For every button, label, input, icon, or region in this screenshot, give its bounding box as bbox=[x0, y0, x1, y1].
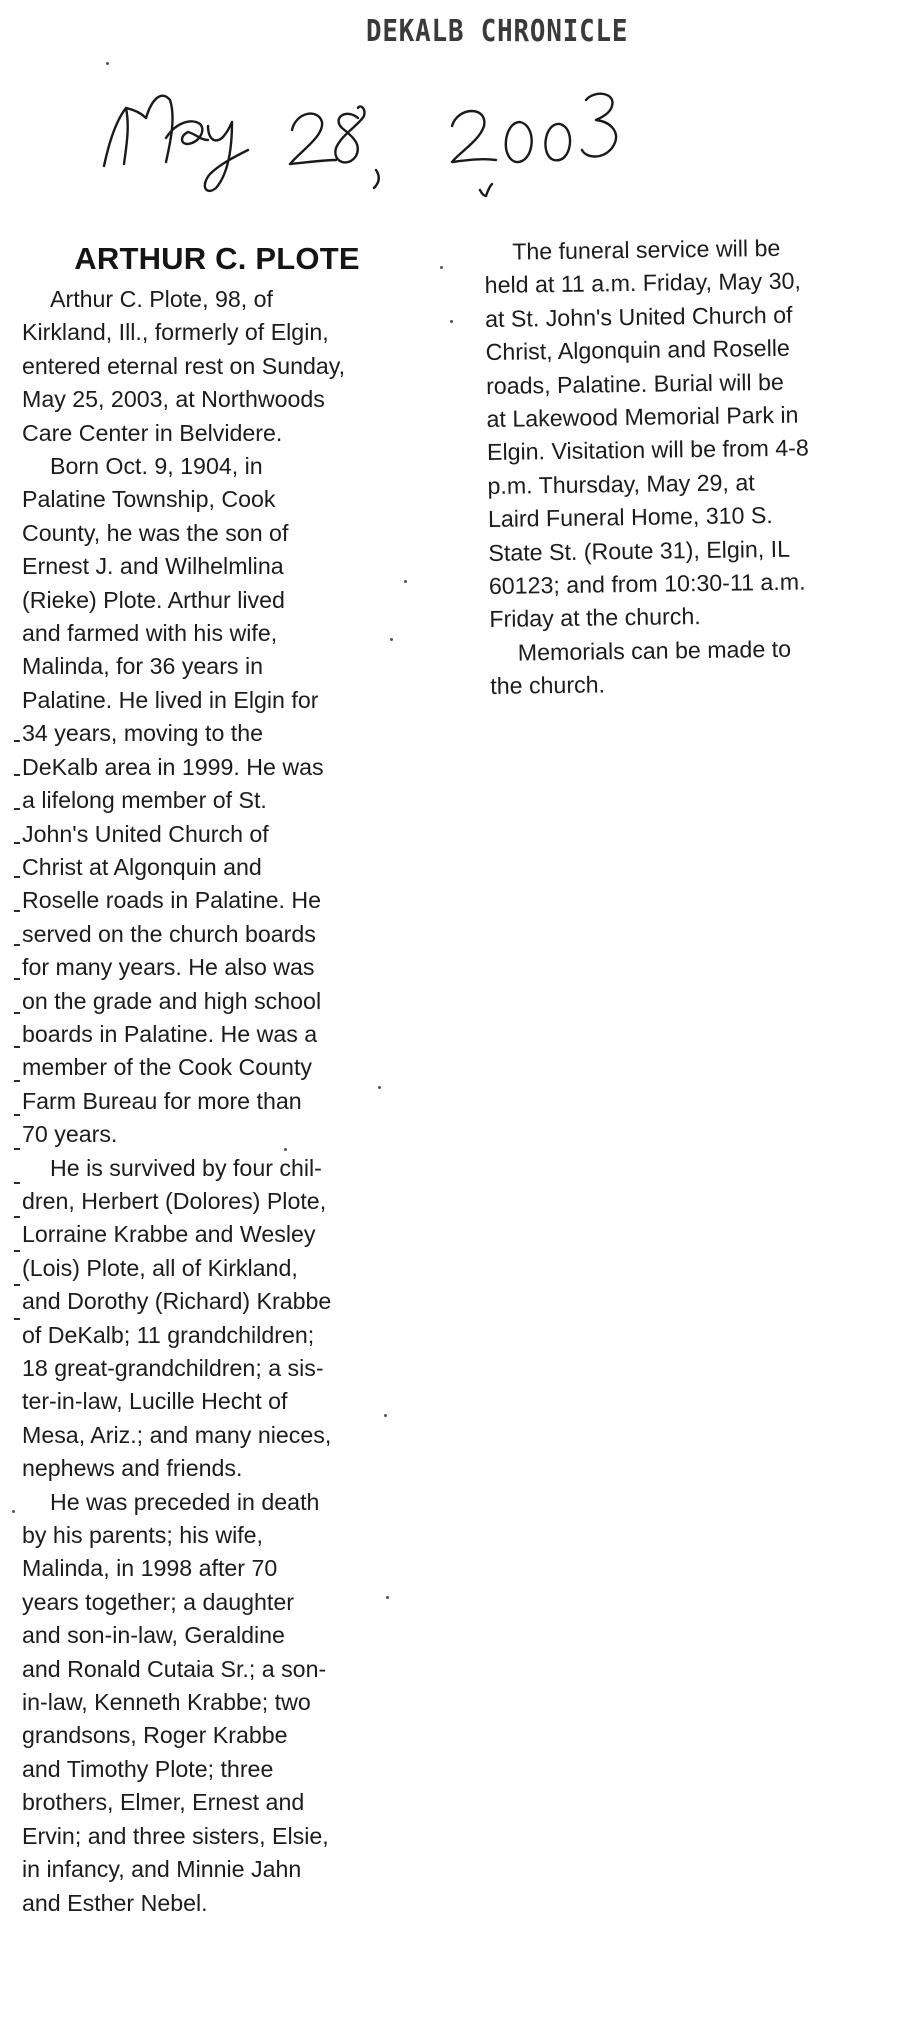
text-line: Malinda, in 1998 after 70 bbox=[22, 1555, 278, 1582]
handwritten-date bbox=[96, 78, 656, 198]
text-line: Care Center in Belvidere. bbox=[22, 419, 283, 446]
text-line: Christ, Algonquin and Roselle bbox=[485, 334, 790, 366]
text-line: (Rieke) Plote. Arthur lived bbox=[22, 586, 285, 613]
text-line: boards in Palatine. He was a bbox=[22, 1020, 318, 1047]
text-line: a lifelong member of St. bbox=[22, 787, 267, 814]
text-line: County, he was the son of bbox=[22, 519, 289, 546]
text-line: roads, Palatine. Burial will be bbox=[485, 368, 784, 399]
text-line: State St. (Route 31), Elgin, IL bbox=[488, 535, 791, 566]
text-line: May 25, 2003, at Northwoods bbox=[22, 386, 325, 413]
text-line: and Dorothy (Richard) Krabbe bbox=[22, 1288, 332, 1315]
obituary-paragraph bbox=[22, 283, 412, 450]
text-line: dren, Herbert (Dolores) Plote, bbox=[22, 1187, 327, 1214]
text-line: ter-in-law, Lucille Hecht of bbox=[22, 1388, 288, 1415]
text-line: He is survived by four chil- bbox=[50, 1154, 322, 1181]
obituary-headline: ARTHUR C. PLOTE bbox=[74, 241, 360, 276]
right-column-text bbox=[484, 231, 870, 704]
text-line: brothers, Elmer, Ernest and bbox=[22, 1789, 305, 1816]
text-line: for many years. He also was bbox=[22, 954, 315, 981]
text-line: The funeral service will be bbox=[512, 234, 781, 265]
text-line: at Lakewood Memorial Park in bbox=[486, 401, 799, 433]
text-line: 18 great-grandchildren; a sis- bbox=[22, 1355, 324, 1381]
text-line: and Ronald Cutaia Sr.; a son- bbox=[22, 1655, 327, 1682]
text-line: served on the church boards bbox=[22, 920, 316, 947]
text-line: in-law, Kenneth Krabbe; two bbox=[22, 1689, 311, 1716]
text-line: 34 years, moving to the bbox=[22, 720, 264, 747]
text-line: p.m. Thursday, May 29, at bbox=[487, 469, 755, 499]
text-line: and Esther Nebel. bbox=[22, 1889, 208, 1916]
text-line: at St. John's United Church of bbox=[484, 301, 793, 332]
text-line: held at 11 a.m. Friday, May 30, bbox=[484, 267, 802, 299]
obituary-left-column bbox=[22, 241, 412, 1920]
text-line: on the grade and high school bbox=[22, 987, 322, 1014]
text-line: Palatine Township, Cook bbox=[22, 486, 276, 513]
text-line: years together; a daughter bbox=[22, 1588, 294, 1615]
masthead-stamp: DEKALB CHRONICLE bbox=[366, 14, 629, 49]
text-line: 70 years. bbox=[22, 1121, 118, 1148]
text-line: of DeKalb; 11 grandchildren; bbox=[22, 1321, 315, 1348]
text-line: the church. bbox=[490, 671, 606, 700]
obituary-paragraph bbox=[22, 1152, 412, 1486]
text-line: nephews and friends. bbox=[22, 1455, 243, 1482]
text-line: Christ at Algonquin and bbox=[22, 853, 262, 880]
text-line: Roselle roads in Palatine. He bbox=[22, 887, 322, 914]
text-line: and Timothy Plote; three bbox=[22, 1755, 274, 1782]
text-line: Born Oct. 9, 1904, in bbox=[50, 453, 263, 480]
text-line: by his parents; his wife, bbox=[22, 1522, 264, 1549]
text-line: (Lois) Plote, all of Kirkland, bbox=[22, 1254, 298, 1281]
text-line: Kirkland, Ill., formerly of Elgin, bbox=[22, 319, 329, 346]
text-line: Farm Bureau for more than bbox=[22, 1087, 302, 1114]
text-line: Arthur C. Plote, 98, of bbox=[50, 286, 273, 312]
text-line: Ervin; and three sisters, Elsie, bbox=[22, 1822, 329, 1849]
text-line: Mesa, Ariz.; and many nieces, bbox=[22, 1421, 332, 1448]
left-column-text bbox=[22, 283, 412, 1920]
text-line: member of the Cook County bbox=[22, 1054, 312, 1081]
text-line: Malinda, for 36 years in bbox=[22, 653, 264, 680]
text-line: grandsons, Roger Krabbe bbox=[22, 1722, 288, 1749]
text-line: John's United Church of bbox=[22, 820, 269, 847]
obituary-paragraph bbox=[484, 231, 870, 637]
obituary-paragraph bbox=[490, 632, 871, 704]
text-line: Elgin. Visitation will be from 4-8 bbox=[486, 434, 809, 466]
text-line: in infancy, and Minnie Jahn bbox=[22, 1856, 302, 1883]
text-line: Laird Funeral Home, 310 S. bbox=[487, 502, 773, 533]
text-line: and farmed with his wife, bbox=[22, 620, 278, 647]
text-line: He was preceded in death bbox=[50, 1488, 320, 1515]
text-line: entered eternal rest on Sunday, bbox=[22, 352, 346, 379]
text-line: Lorraine Krabbe and Wesley bbox=[22, 1221, 316, 1248]
text-line: DeKalb area in 1999. He was bbox=[22, 753, 324, 780]
obituary-paragraph bbox=[22, 1486, 412, 1920]
text-line: Palatine. He lived in Elgin for bbox=[22, 686, 319, 713]
obituary-paragraph bbox=[22, 450, 412, 1152]
obituary-right-column bbox=[484, 231, 870, 704]
text-line: Friday at the church. bbox=[489, 603, 701, 633]
text-line: 60123; and from 10:30-11 a.m. bbox=[488, 568, 806, 600]
text-line: and son-in-law, Geraldine bbox=[22, 1622, 285, 1649]
text-line: Ernest J. and Wilhelmlina bbox=[22, 553, 284, 580]
text-line: Memorials can be made to bbox=[517, 635, 792, 666]
